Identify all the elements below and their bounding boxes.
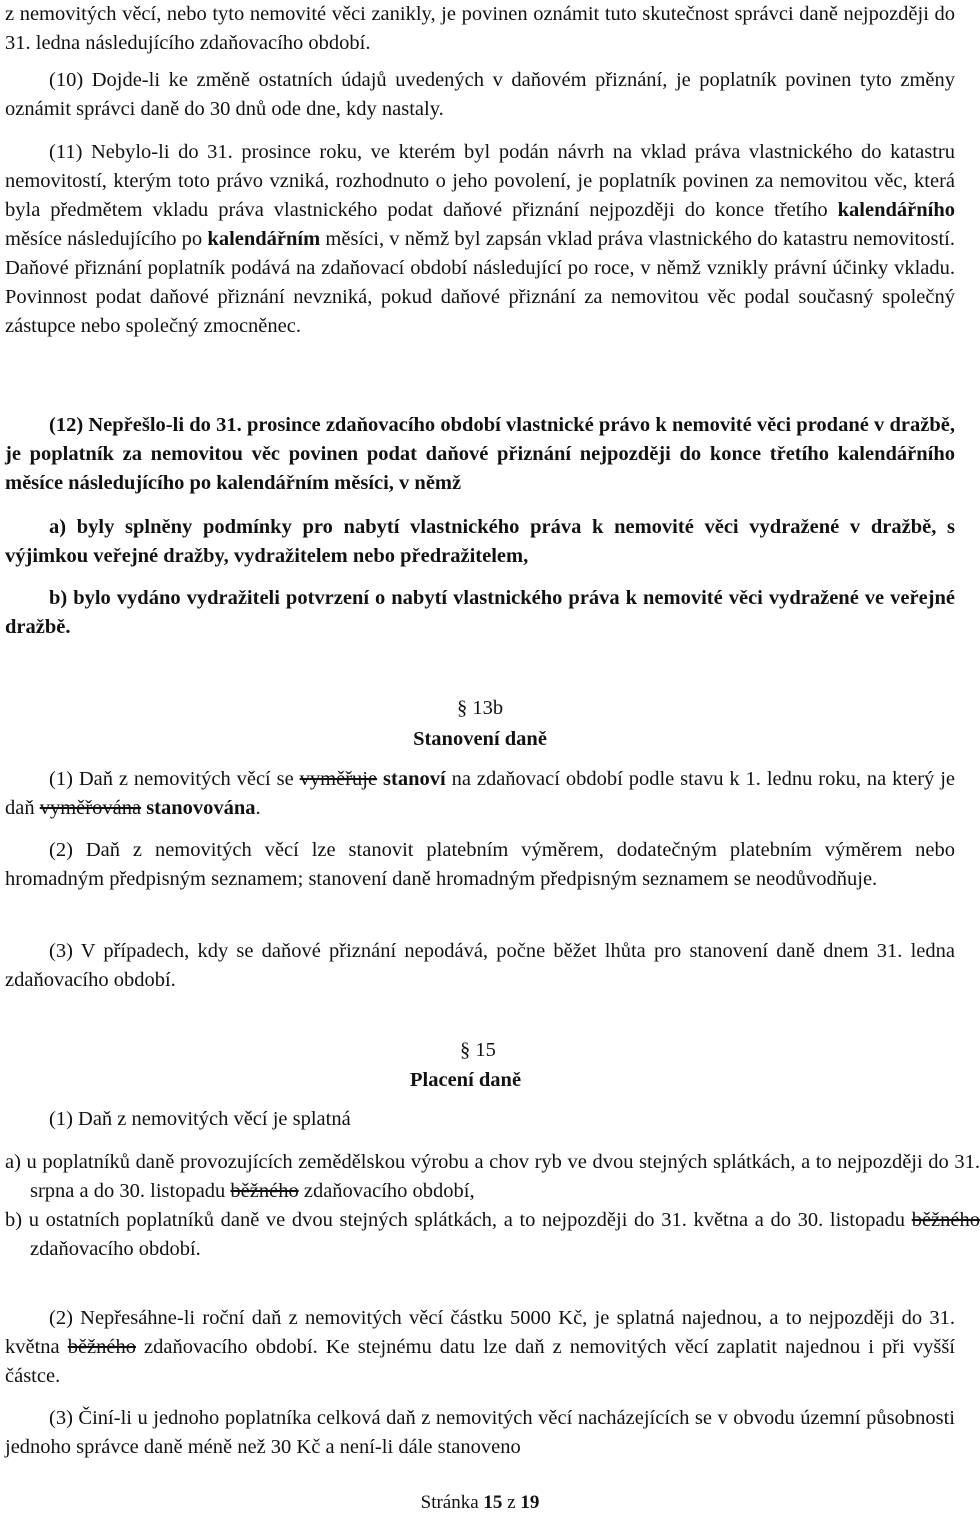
current-page-number: 15 [483, 1492, 503, 1513]
paragraph-12-item-b [5, 584, 955, 642]
bold-insertion: stanovována [146, 797, 256, 819]
paragraph-text: (2) Nepřesáhne-li roční daň z nemovitých věcí částku 5000 Kč, je splatná najednou, a to nejpozději do 31. května [5, 1307, 955, 1358]
paragraph-10 [5, 66, 955, 124]
paragraph-11 [5, 138, 955, 341]
paragraph-15-1 [49, 1105, 649, 1134]
paragraph-12 [5, 411, 955, 498]
paragraph-15-2 [5, 1304, 955, 1391]
struck-text: vyměřována [39, 797, 142, 819]
bold-insertion: kalendářního [837, 199, 955, 221]
paragraph-15-item-b [5, 1206, 980, 1264]
paragraph-text: měsíci, v němž byl zapsán vklad práva vlastnického do katastru nemovitostí. Daňové přiznání poplatník podává na zdaňovací období následující po roce, v němž vznikly právní účinky vkladu. Povinnost podat daňové přiznání nevzniká, pokud daňové přiznání za nemovitou věc podal současný společný zástupce nebo společný zmocněnec. [5, 228, 955, 337]
footer-label: z [502, 1492, 521, 1513]
bold-list-item: a) byly splněny podmínky pro nabytí vlastnického práva k nemovité věci vydražené v dražbě, s výjimkou veřejné dražby, vydražitelem nebo předražitelem, [5, 516, 955, 567]
paragraph-15-item-a [5, 1148, 980, 1206]
paragraph-text: na zdaňovací období podle stavu k 1. lednu roku, na který je daň [5, 768, 956, 819]
list-item-text: a) u poplatníků daně provozujících zemědělskou výrobu a chov ryb ve dvou stejných splátkách, a to nejpozději do 31. srpna a do 30. listopadu [5, 1151, 980, 1202]
paragraph-13b-2 [5, 836, 955, 894]
paragraph-12-item-a [5, 513, 955, 571]
paragraph-text: (1) Daň z nemovitých věcí je splatná [49, 1108, 351, 1130]
section-title-text: Placení daně [410, 1069, 522, 1091]
struck-text: běžného [911, 1209, 980, 1231]
struck-text: vyměřuje [299, 768, 378, 790]
paragraph-continuation [5, 0, 955, 58]
bold-list-item: b) bylo vydáno vydražiteli potvrzení o nabytí vlastnického práva k nemovité věci vydražené ve veřejné dražbě. [5, 587, 955, 638]
paragraph-text: (2) Daň z nemovitých věcí lze stanovit platebním výměrem, dodatečným platebním výměrem nebo hromadným předpisným seznamem; stanovení daně hromadným předpisným seznamem se neodůvodňuje. [5, 839, 955, 890]
paragraph-text: (11) Nebylo-li do 31. prosince roku, ve kterém byl podán návrh na vklad práva vlastnického do katastru nemovitostí, kterým toto právo vzniká, rozhodnuto o jeho povolení, je poplatník povinen za nemovitou věc, která byla předmětem vkladu práva vlastnického podat daňové přiznání nejpozději do konce třetího [5, 141, 955, 221]
section-title-13b [5, 725, 955, 754]
paragraph-text: zdaňovacího období. Ke stejnému datu lze daň z nemovitých věcí zaplatit najednou i při vyšší částce. [5, 1336, 955, 1387]
section-title-text: Stanovení daně [413, 728, 547, 750]
footer-label: Stránka [420, 1492, 484, 1513]
section-number-15: § 15 [460, 1039, 496, 1061]
list-item-text: zdaňovacího období, [298, 1180, 475, 1202]
bold-insertion: stanoví [383, 768, 446, 790]
paragraph-text: z nemovitých věcí, nebo tyto nemovité věci zanikly, je povinen oznámit tuto skutečnost správci daně nejpozději do 31. ledna následujícího zdaňovacího období. [5, 3, 955, 54]
bold-paragraph-text: (12) Nepřešlo-li do 31. prosince zdaňovacího období vlastnické právo k nemovité věci prodané v dražbě, je poplatník za nemovitou věc povinen podat daňové přiznání nejpozději do konce třetího kalendářního měsíce následujícího po kalendářním měsíci, v němž [5, 414, 955, 494]
period: . [255, 797, 261, 819]
section-number-13b: § 13b [456, 697, 504, 719]
struck-text: běžného [67, 1336, 136, 1358]
section-title-15 [410, 1066, 610, 1095]
struck-text: běžného [230, 1180, 299, 1202]
paragraph-text: (10) Dojde-li ke změně ostatních údajů uvedených v daňovém přiznání, je poplatník povinen tyto změny oznámit správci daně do 30 dnů ode dne, kdy nastaly. [5, 69, 955, 120]
list-item-text: zdaňovacího období. [30, 1238, 201, 1260]
paragraph-text: měsíce následujícího po [5, 228, 208, 250]
paragraph-text: (1) Daň z nemovitých věcí se [49, 768, 300, 790]
bold-insertion: kalendářním [207, 228, 321, 250]
paragraph-text: (3) V případech, kdy se daňové přiznání nepodává, počne běžet lhůta pro stanovení daně dnem 31. ledna zdaňovacího období. [5, 940, 955, 991]
paragraph-text: (3) Činí-li u jednoho poplatníka celková daň z nemovitých věcí nacházejících se v obvodu územní působnosti jednoho správce daně méně než 30 Kč a není-li dále stanoveno [5, 1407, 955, 1458]
list-item-text: b) u ostatních poplatníků daně ve dvou stejných splátkách, a to nejpozději do 31. května a do 30. listopadu [5, 1209, 912, 1231]
page-footer [5, 1488, 955, 1517]
paragraph-15-3 [5, 1404, 955, 1462]
paragraph-13b-1 [5, 765, 955, 823]
paragraph-13b-3 [5, 937, 955, 995]
total-pages-number: 19 [520, 1492, 540, 1513]
